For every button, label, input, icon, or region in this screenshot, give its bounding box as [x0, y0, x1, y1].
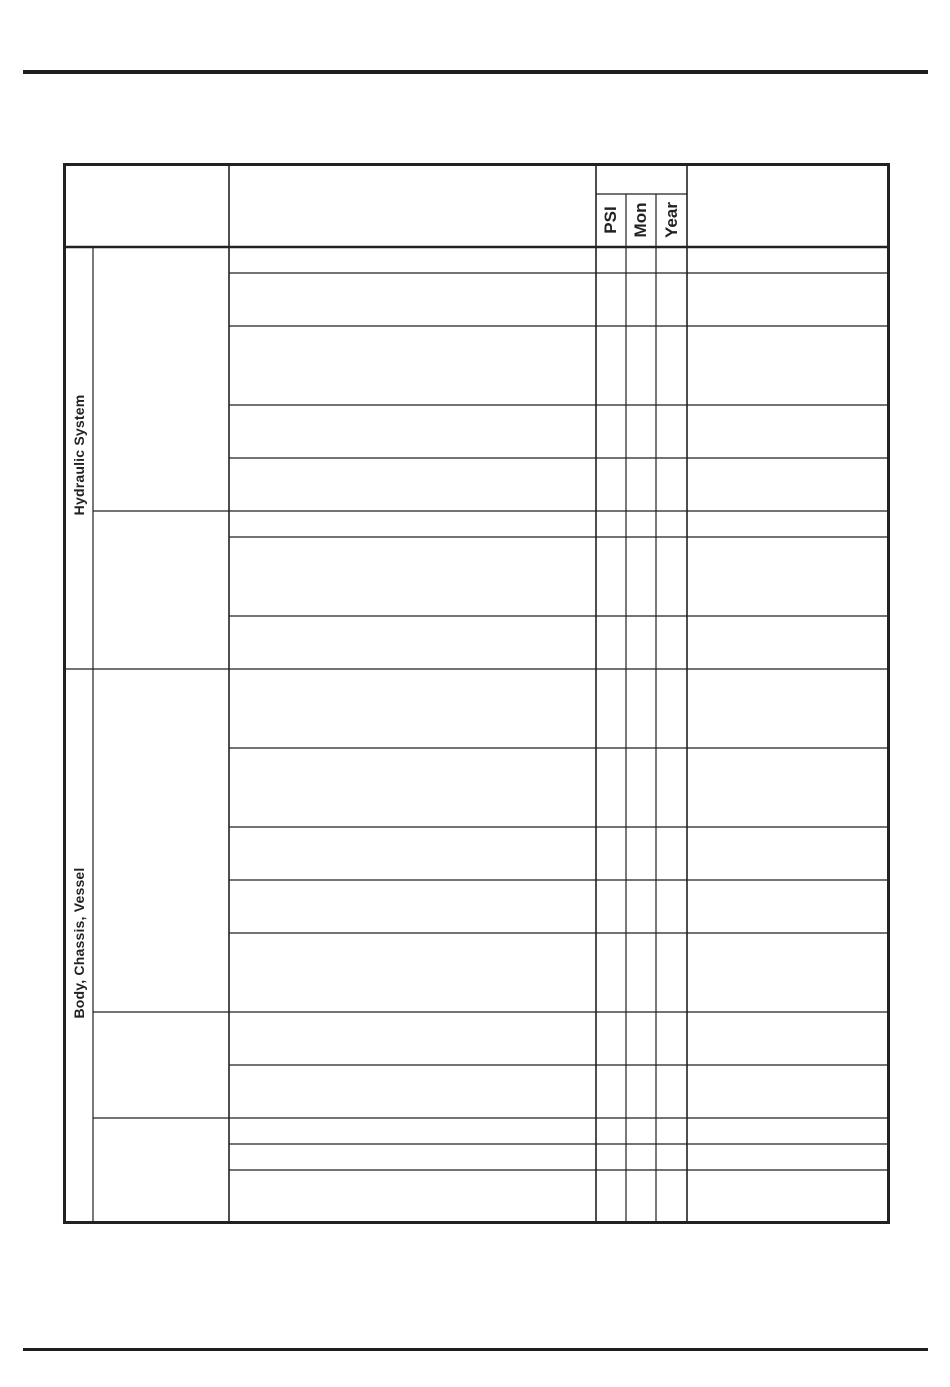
header-psi: PSI — [601, 206, 620, 234]
bottom-rule — [23, 1348, 928, 1351]
section-body-chassis-vessel: Body, Chassis, Vessel — [71, 867, 87, 1019]
section-hydraulic-system: Hydraulic System — [71, 394, 87, 516]
header-year: Year — [662, 202, 681, 238]
header-mon: Mon — [631, 202, 650, 238]
